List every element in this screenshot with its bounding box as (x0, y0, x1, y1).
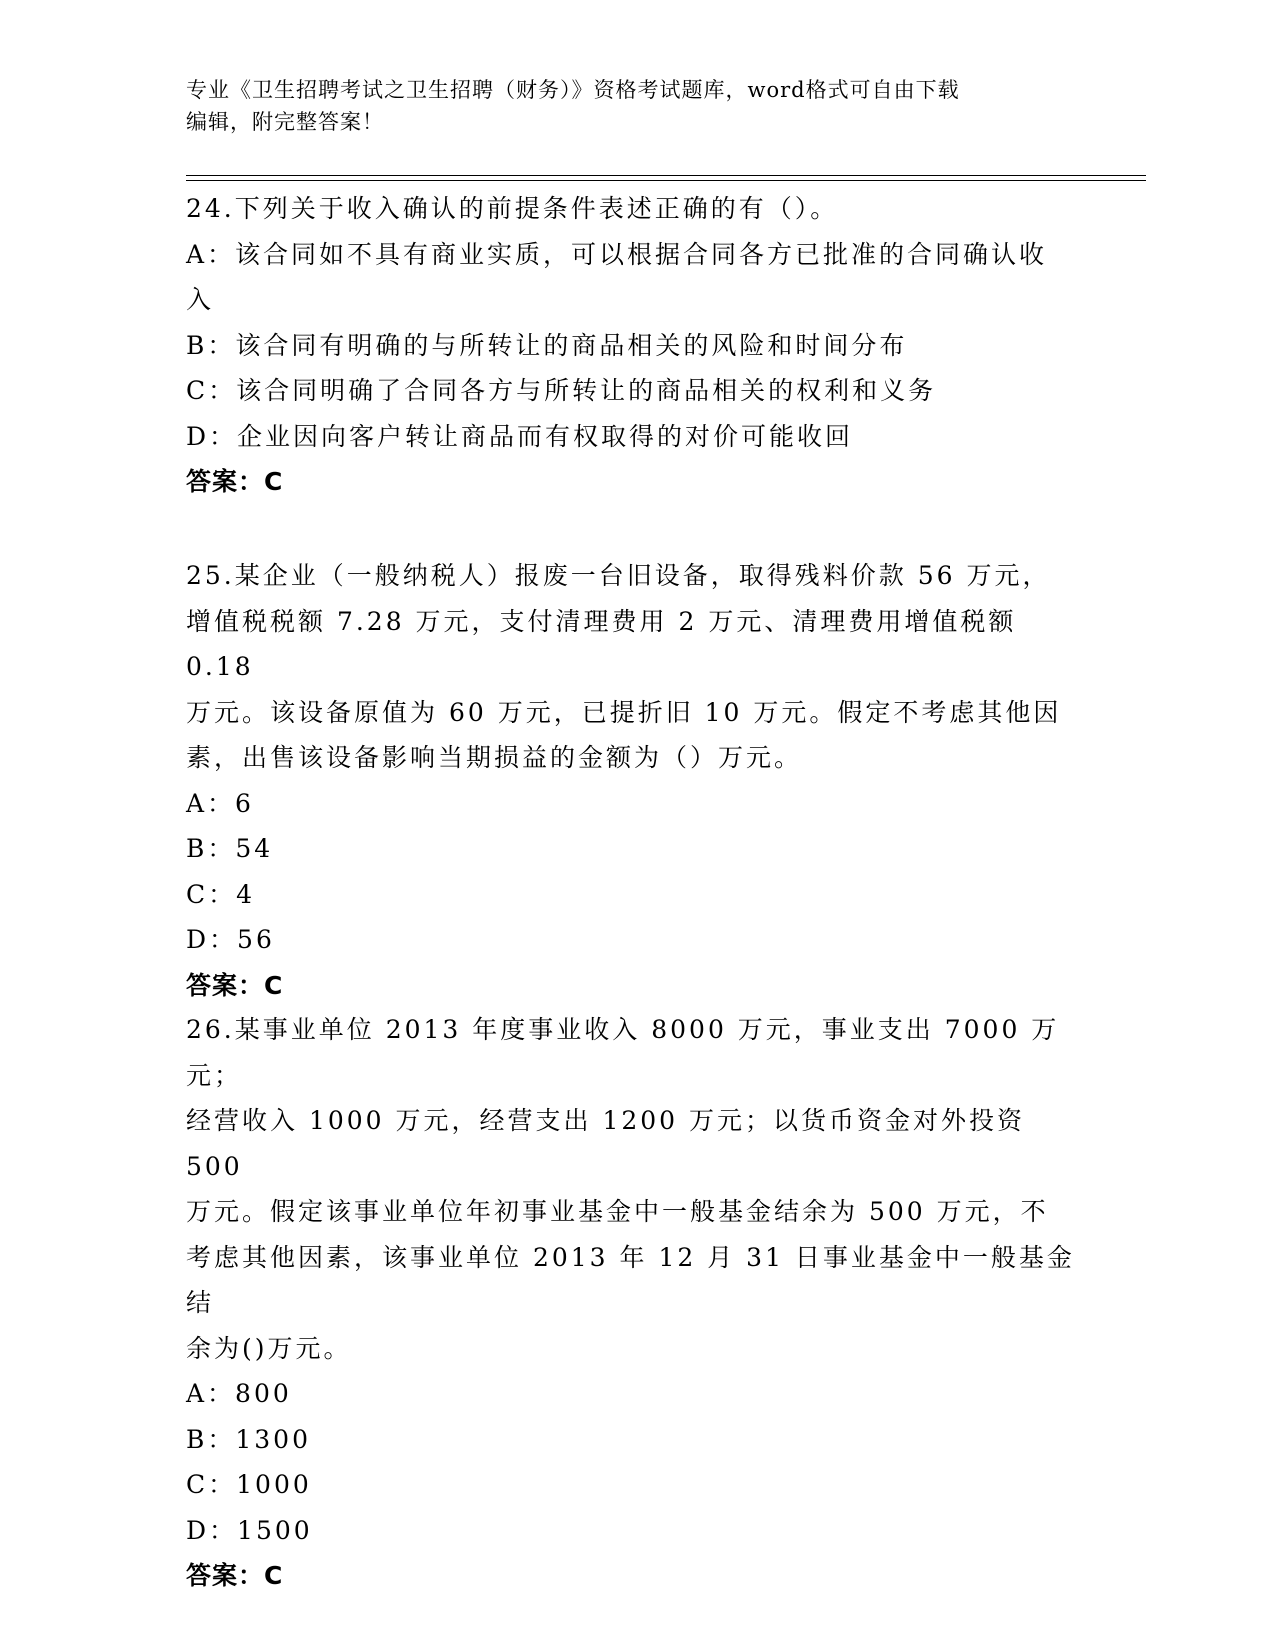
question-stem: 余为()万元。 (186, 1333, 352, 1363)
question-stem: 增值税税额 7.28 万元，支付清理费用 2 万元、清理费用增值税额 0.18 (186, 606, 1028, 681)
option-a-continued: 入 (186, 285, 215, 314)
option-c: C：该合同明确了合同各方与所转让的商品相关的权利和义务 (186, 376, 937, 405)
header-line-1: 专业《卫生招聘考试之卫生招聘（财务）》资格考试题库，word格式可自由下载 (186, 78, 960, 102)
option-a: A：该合同如不具有商业实质，可以根据合同各方已批准的合同确认收 (186, 239, 1048, 269)
question-stem: 素，出售该设备影响当期损益的金额为（）万元。 (186, 743, 803, 772)
question-stem: 考虑其他因素，该事业单位 2013 年 12 月 31 日事业基金中一般基金结 (186, 1242, 1075, 1317)
question-stem: 24.下列关于收入确认的前提条件表述正确的有（）。 (186, 194, 839, 223)
question-stem: 万元。假定该事业单位年初事业基金中一般基金结余为 500 万元，不 (186, 1197, 1049, 1226)
question-stem: 25.某企业（一般纳税人）报废一台旧设备，取得残料价款 56 万元， (186, 561, 1051, 590)
header-line-2: 编辑，附完整答案！ (186, 110, 384, 134)
option-d: D：企业因向客户转让商品而有权取得的对价可能收回 (186, 421, 854, 451)
answer-label: 答案：C (186, 970, 284, 1000)
option-c: C：4 (186, 879, 256, 909)
question-26 (186, 1007, 1086, 1599)
option-b: B：1300 (186, 1424, 311, 1454)
document-header (186, 74, 1086, 138)
option-c: C：1000 (186, 1470, 312, 1499)
option-d: D：1500 (186, 1515, 313, 1545)
question-stem: 26.某事业单位 2013 年度事业收入 8000 万元，事业支出 7000 万元； (186, 1015, 1060, 1090)
question-24 (186, 186, 1086, 505)
question-25 (186, 553, 1086, 1008)
option-b: B：54 (186, 834, 274, 863)
option-d: D：56 (186, 925, 275, 954)
answer-label: 答案：C (186, 1561, 284, 1590)
option-a: A：800 (186, 1379, 292, 1408)
header-divider-top (186, 175, 1146, 176)
question-stem: 万元。该设备原值为 60 万元，已提折旧 10 万元。假定不考虑其他因 (186, 697, 1062, 727)
answer-label: 答案：C (186, 467, 284, 496)
header-divider-bottom (186, 180, 1146, 181)
option-a: A：6 (186, 788, 254, 818)
option-b: B：该合同有明确的与所转让的商品相关的风险和时间分布 (186, 330, 908, 360)
question-stem: 经营收入 1000 万元，经营支出 1200 万元；以货币资金对外投资 500 (186, 1106, 1036, 1181)
